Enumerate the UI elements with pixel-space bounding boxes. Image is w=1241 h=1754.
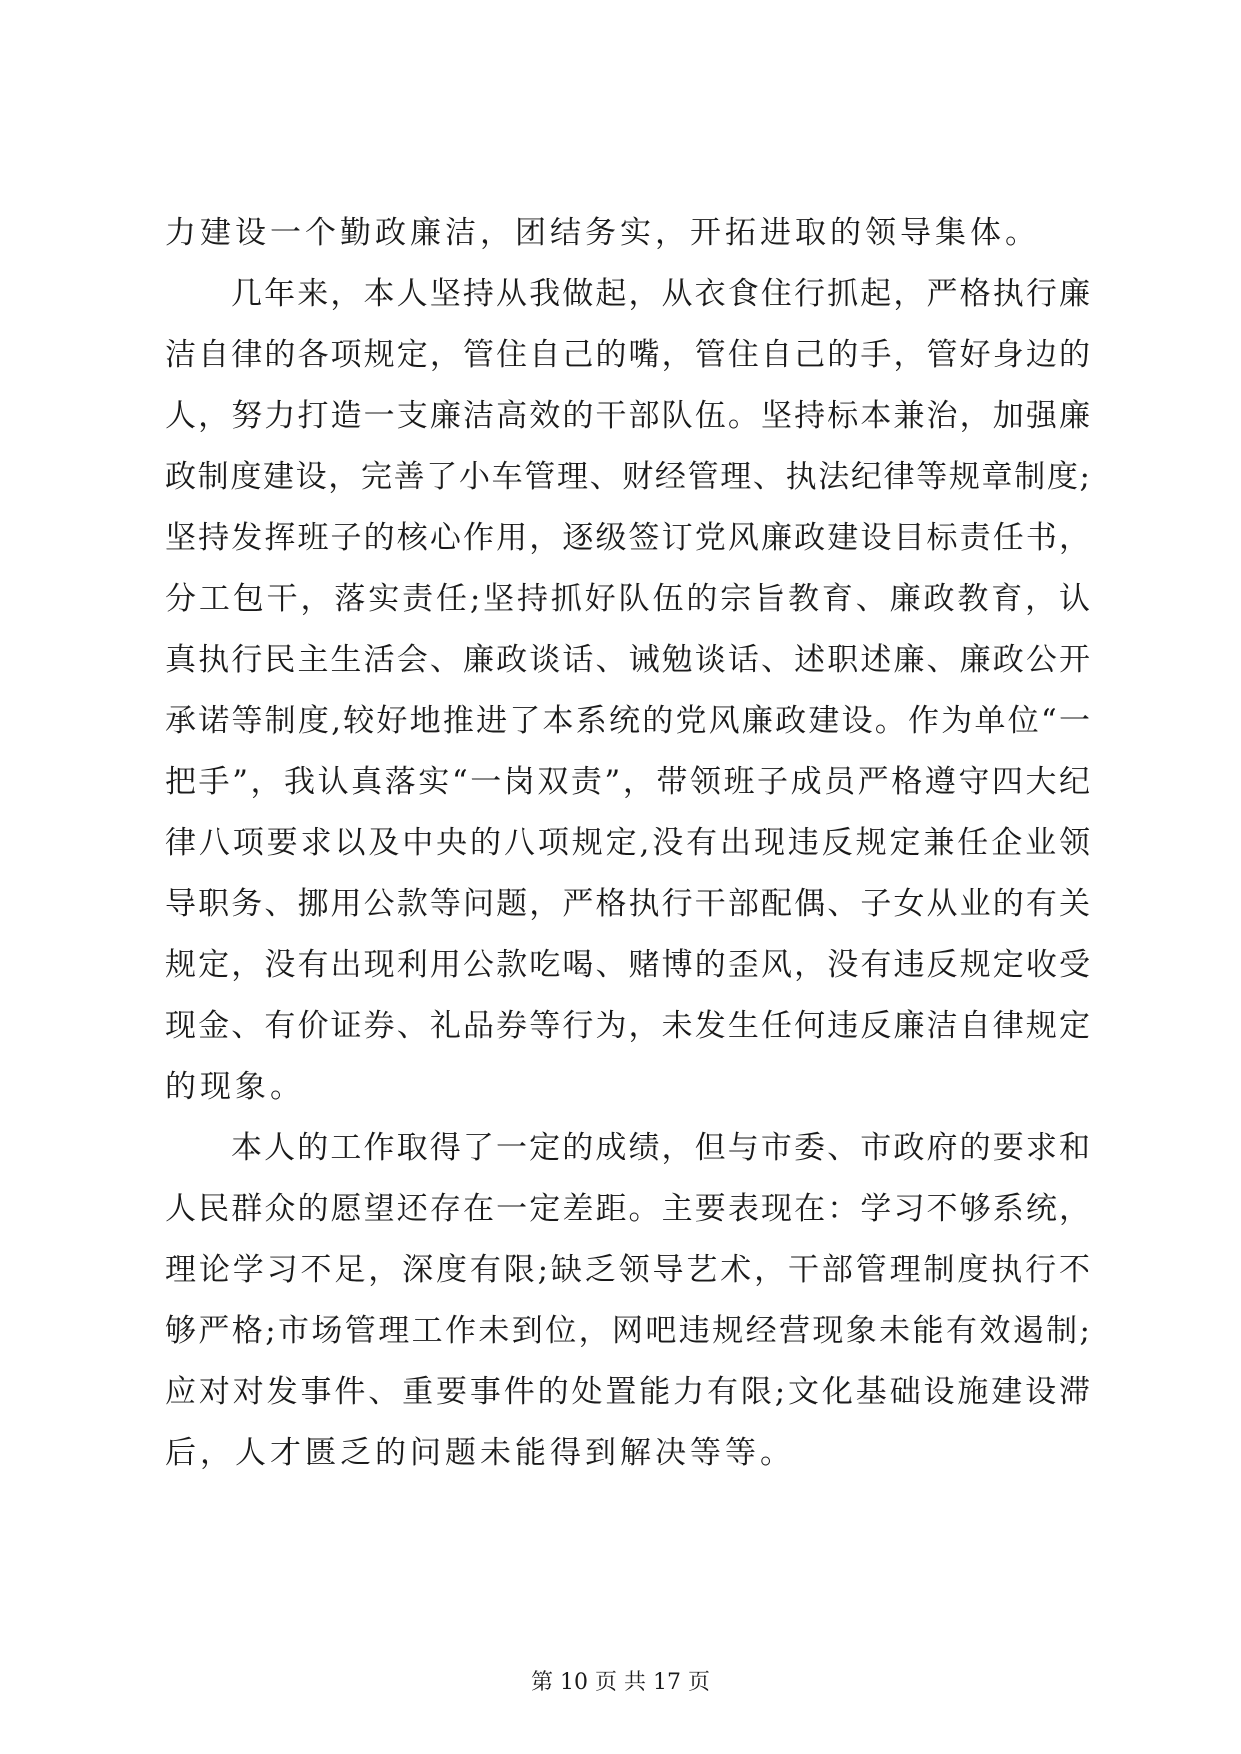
paragraph-line: 把手”，我认真落实“一岗双责”，带领班子成员严格遵守四大纪: [165, 764, 1090, 800]
paragraph-line: 分工包干，落实责任;坚持抓好队伍的宗旨教育、廉政教育，认: [165, 581, 1090, 617]
paragraph-line: 坚持发挥班子的核心作用，逐级签订党风廉政建设目标责任书，: [165, 520, 1090, 556]
paragraph-line: 本人的工作取得了一定的成绩，但与市委、市政府的要求和: [231, 1130, 1090, 1166]
body-text: [165, 203, 1090, 1484]
paragraph-line: 现金、有价证券、礼品券等行为，未发生任何违反廉洁自律规定: [165, 1008, 1090, 1044]
paragraph-line: 理论学习不足，深度有限;缺乏领导艺术，干部管理制度执行不: [165, 1252, 1090, 1288]
paragraph-line: 人民群众的愿望还存在一定差距。主要表现在：学习不够系统，: [165, 1191, 1090, 1227]
paragraph-line: 几年来，本人坚持从我做起，从衣食住行抓起，严格执行廉: [231, 276, 1090, 312]
paragraph-line: 规定，没有出现利用公款吃喝、赌博的歪风，没有违反规定收受: [165, 947, 1090, 983]
paragraph-line: 政制度建设，完善了小车管理、财经管理、执法纪律等规章制度;: [165, 459, 1090, 495]
paragraph-line: 力建设一个勤政廉洁，团结务实，开拓进取的领导集体。: [165, 215, 1040, 251]
paragraph-line: 人，努力打造一支廉洁高效的干部队伍。坚持标本兼治，加强廉: [165, 398, 1090, 434]
paragraph-line: 洁自律的各项规定，管住自己的嘴，管住自己的手，管好身边的: [165, 337, 1090, 373]
paragraph-line: 够严格;市场管理工作未到位，网吧违规经营现象未能有效遏制;: [165, 1313, 1090, 1349]
paragraph-line: 导职务、挪用公款等问题，严格执行干部配偶、子女从业的有关: [165, 886, 1090, 922]
paragraph-line: 的现象。: [165, 1069, 305, 1105]
paragraph-line: 承诺等制度,较好地推进了本系统的党风廉政建设。作为单位“一: [165, 703, 1090, 739]
paragraph-line: 律八项要求以及中央的八项规定,没有出现违反规定兼任企业领: [165, 825, 1090, 861]
paragraph-line: 应对对发事件、重要事件的处置能力有限;文化基础设施建设滞: [165, 1374, 1090, 1410]
page-number-footer: 第 10 页 共 17 页: [531, 1670, 710, 1695]
paragraph-line: 真执行民主生活会、廉政谈话、诫勉谈话、述职述廉、廉政公开: [165, 642, 1090, 678]
paragraph-line: 后，人才匮乏的问题未能得到解决等等。: [165, 1435, 795, 1471]
